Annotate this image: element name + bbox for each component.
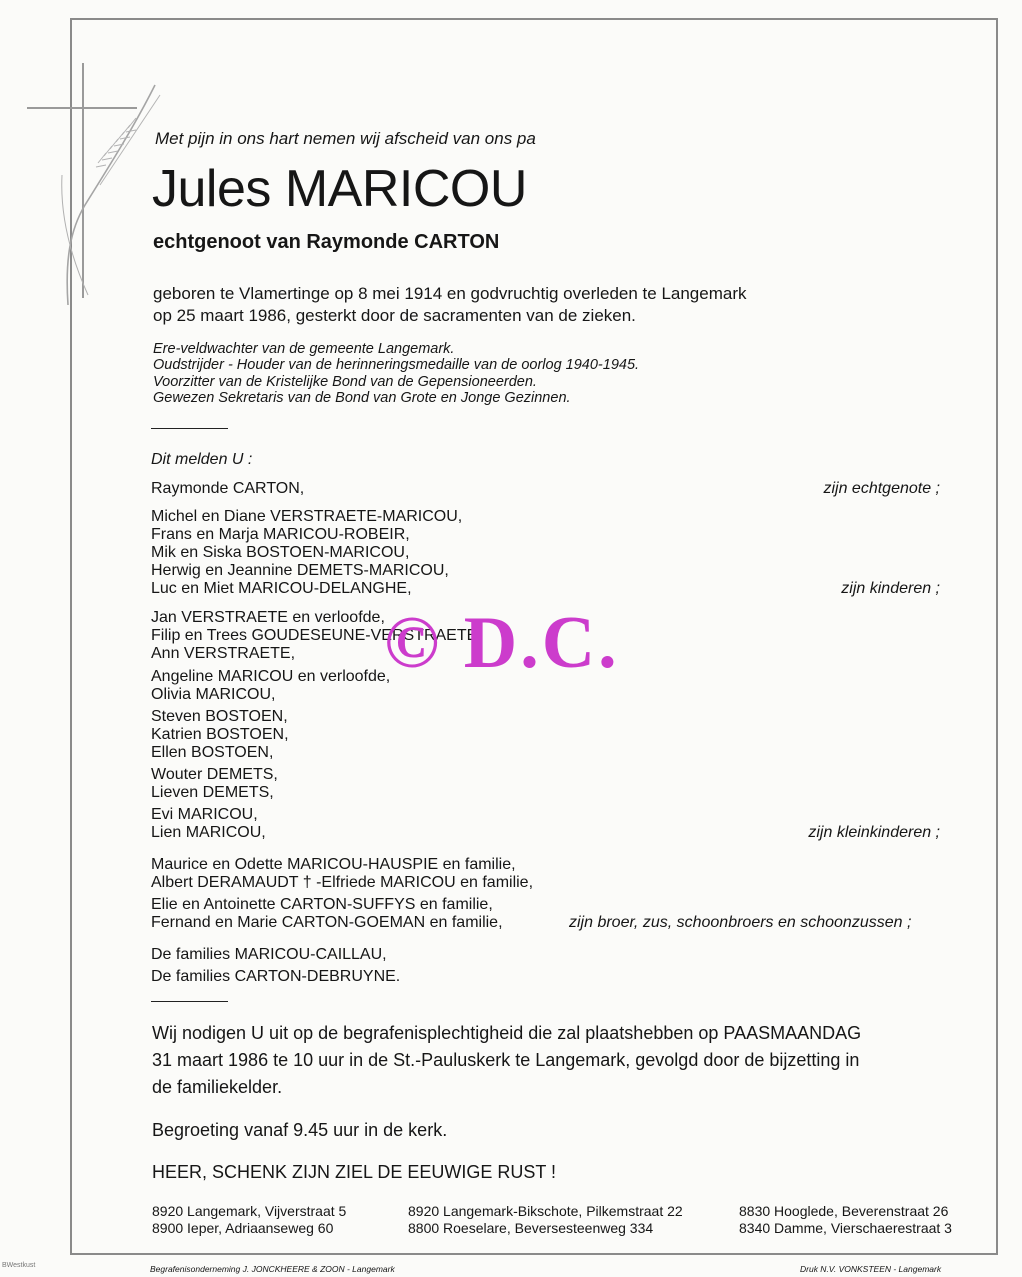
title-line: Oudstrijder - Houder van de herinneringsmedaille van de oorlog 1940-1945.	[153, 357, 640, 373]
grandchild-line: Olivia MARICOU,	[151, 686, 276, 703]
address: 8800 Roeselare, Beversesteenweg 334	[408, 1220, 654, 1236]
title-line: Gewezen Sekretaris van de Bond van Grote en Jonge Gezinnen.	[153, 390, 571, 406]
child-line: Herwig en Jeannine DEMETS-MARICOU,	[151, 562, 449, 579]
sibling-line: Fernand en Marie CARTON-GOEMAN en familie,	[151, 914, 503, 931]
relation-label: zijn kinderen ;	[841, 580, 940, 597]
spouse-name: Raymonde CARTON,	[151, 480, 305, 497]
grandchild-line: Angeline MARICOU en verloofde,	[151, 668, 391, 685]
relation-label: zijn broer, zus, schoonbroers en schoonzussen ;	[569, 914, 912, 931]
footer-undertaker: Begrafenisonderneming J. JONCKHEERE & ZOON - Langemark	[150, 1264, 395, 1274]
invitation-line: 31 maart 1986 te 10 uur in de St.-Pauluskerk te Langemark, gevolgd door de bijzetting in	[152, 1050, 860, 1070]
invitation-line: de familiekelder.	[152, 1077, 283, 1097]
address: 8900 Ieper, Adriaanseweg 60	[152, 1220, 334, 1236]
address: 8340 Damme, Vierschaerestraat 3	[739, 1220, 952, 1236]
grandchild-line: Evi MARICOU,	[151, 806, 258, 823]
copyright-watermark: © D.C.	[384, 602, 620, 684]
intro-line: Met pijn in ons hart nemen wij afscheid van ons pa	[155, 129, 536, 148]
address: 8920 Langemark, Vijverstraat 5	[152, 1203, 347, 1219]
grandchild-line: Lien MARICOU,	[151, 824, 266, 841]
title-line: Ere-veldwachter van de gemeente Langemark.	[153, 341, 455, 357]
grandchild-line: Filip en Trees GOUDESEUNE-VERSTRAETE,	[151, 627, 482, 644]
grandchild-line: Lieven DEMETS,	[151, 784, 274, 801]
address: 8830 Hooglede, Beverenstraat 26	[739, 1203, 949, 1219]
divider	[151, 1001, 228, 1002]
spouse-line: echtgenoot van Raymonde CARTON	[153, 231, 500, 253]
grandchild-line: Ann VERSTRAETE,	[151, 645, 296, 662]
greeting-line: Begroeting vanaf 9.45 uur in de kerk.	[152, 1120, 448, 1140]
child-line: Mik en Siska BOSTOEN-MARICOU,	[151, 544, 410, 561]
divider	[151, 428, 228, 429]
family-line: De families CARTON-DEBRUYNE.	[151, 968, 401, 985]
child-line: Michel en Diane VERSTRAETE-MARICOU,	[151, 508, 463, 525]
sibling-line: Elie en Antoinette CARTON-SUFFYS en familie,	[151, 896, 493, 913]
corner-mark: BWestkust	[2, 1262, 36, 1269]
grandchild-line: Ellen BOSTOEN,	[151, 744, 274, 761]
prayer-line: HEER, SCHENK ZIJN ZIEL DE EEUWIGE RUST !	[152, 1162, 557, 1182]
child-line: Luc en Miet MARICOU-DELANGHE,	[151, 580, 412, 597]
footer-printer: Druk N.V. VONKSTEEN - Langemark	[800, 1264, 942, 1274]
death-line: op 25 maart 1986, gesterkt door de sacramenten van de zieken.	[153, 306, 636, 325]
relation-label: zijn kleinkinderen ;	[808, 824, 940, 841]
sibling-line: Maurice en Odette MARICOU-HAUSPIE en familie,	[151, 856, 516, 873]
grandchild-line: Jan VERSTRAETE en verloofde,	[151, 609, 385, 626]
birth-line: geboren te Vlamertinge op 8 mei 1914 en godvruchtig overleden te Langemark	[153, 284, 747, 303]
address: 8920 Langemark-Bikschote, Pilkemstraat 22	[408, 1203, 683, 1219]
relation-label: zijn echtgenote ;	[823, 480, 940, 497]
grandchild-line: Steven BOSTOEN,	[151, 708, 288, 725]
sibling-line: Albert DERAMAUDT † -Elfriede MARICOU en familie,	[151, 874, 534, 891]
grandchild-line: Katrien BOSTOEN,	[151, 726, 289, 743]
title-line: Voorzitter van de Kristelijke Bond van de Gepensioneerden.	[153, 374, 537, 390]
announcement-label: Dit melden U :	[151, 451, 253, 468]
family-line: De families MARICOU-CAILLAU,	[151, 946, 387, 963]
deceased-name: Jules MARICOU	[152, 160, 527, 218]
invitation-line: Wij nodigen U uit op de begrafenisplechtigheid die zal plaatshebben op PAASMAANDAG	[152, 1023, 862, 1043]
grandchild-line: Wouter DEMETS,	[151, 766, 278, 783]
child-line: Frans en Marja MARICOU-ROBEIR,	[151, 526, 410, 543]
